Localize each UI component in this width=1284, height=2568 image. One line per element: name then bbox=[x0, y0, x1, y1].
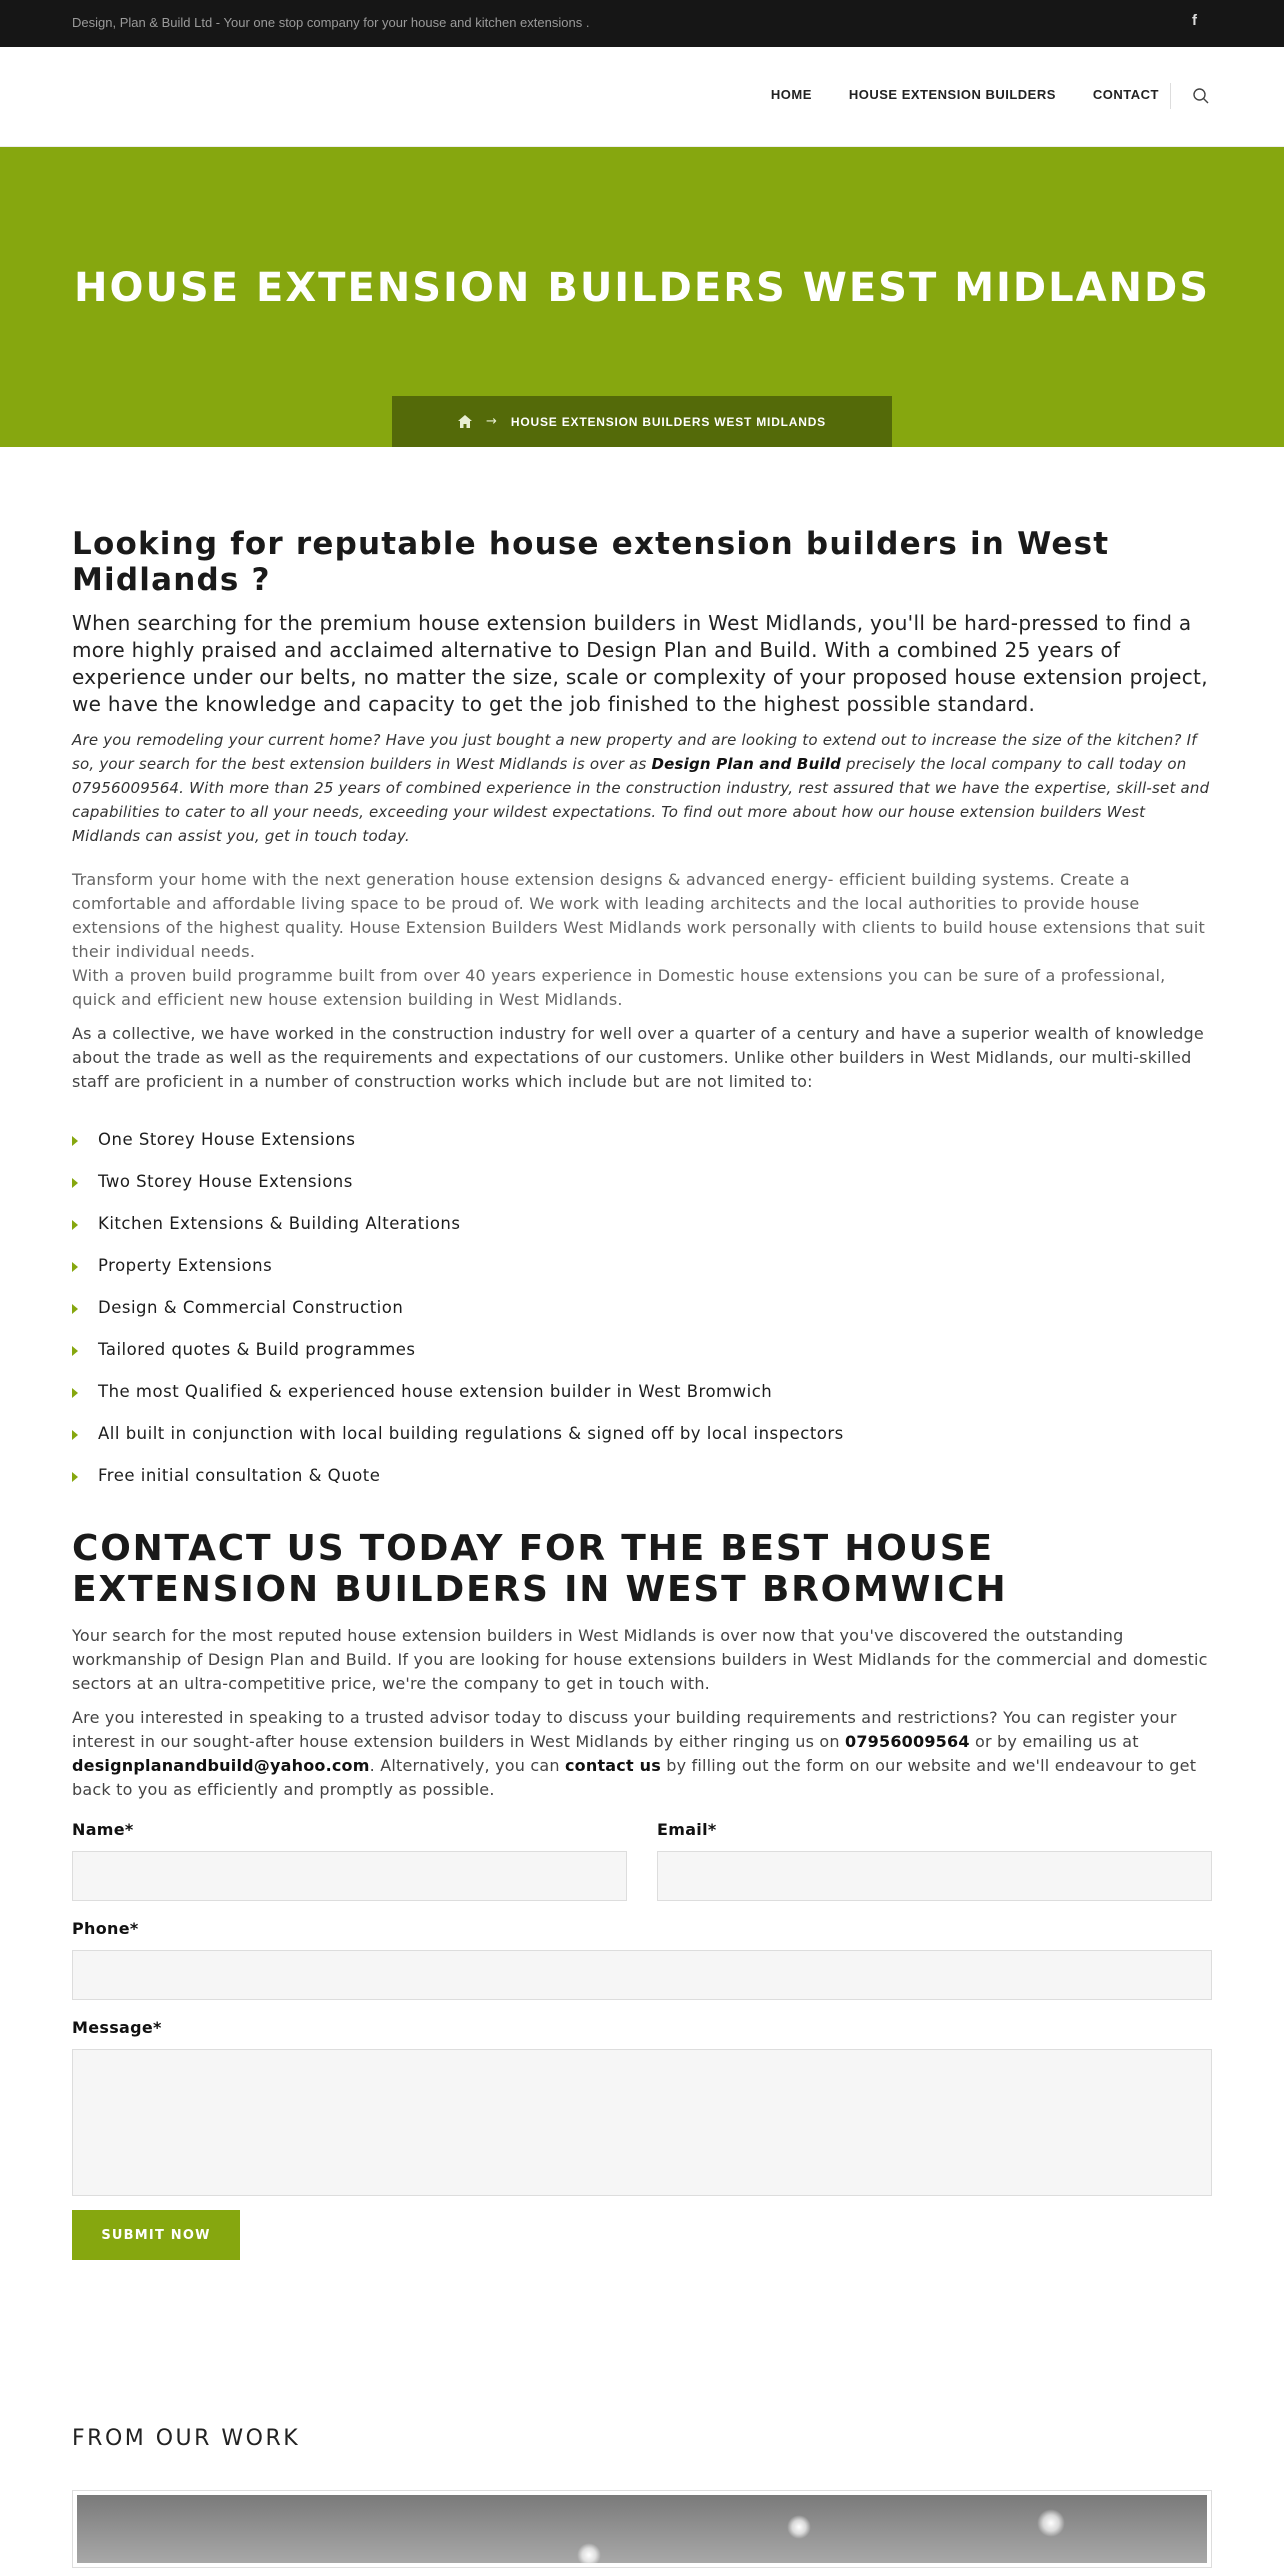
work-section-title: FROM OUR WORK bbox=[72, 2426, 301, 2451]
list-item: Kitchen Extensions & Building Alterations bbox=[72, 1214, 1212, 1256]
breadcrumb-current: HOUSE EXTENSION BUILDERS WEST MIDLANDS bbox=[510, 414, 826, 429]
hero-banner bbox=[0, 147, 1284, 447]
list-item: Two Storey House Extensions bbox=[72, 1172, 1212, 1214]
contact-heading: CONTACT US TODAY FOR THE BEST HOUSE EXTENSION BUILDERS IN WEST BROMWICH bbox=[72, 1528, 1008, 1610]
bullet-icon bbox=[72, 1178, 78, 1188]
bullet-icon bbox=[72, 1430, 78, 1440]
name-field[interactable] bbox=[72, 1851, 627, 1901]
ceiling-light bbox=[787, 2515, 811, 2539]
contact-paragraph-1: Your search for the most reputed house extension builders in West Midlands is over now that you've discovered the outstanding workmanship of Design Plan and Build. If you are looking for house extensions builders in West Midlands for the commercial and domestic sectors at an ultra-competitive price, we're the company to get in touch with. bbox=[72, 1626, 1208, 1693]
list-item: All built in conjunction with local building regulations & signed off by local inspectors bbox=[72, 1424, 1212, 1466]
nav-item-house-extension-builders[interactable]: HOUSE EXTENSION BUILDERS bbox=[848, 87, 1056, 102]
page-title: HOUSE EXTENSION BUILDERS WEST MIDLANDS bbox=[73, 265, 1211, 311]
phone-field[interactable] bbox=[72, 1950, 1212, 2000]
italic-paragraph: Are you remodeling your current home? Have you just bought a new property and are looking to extend out to increase the size of the kitchen? If so, your search for the best extension builders in West Midlands is over as Design Plan and Build precisely the local company to call today on 07956009564. With more than 25 years of combined experience in the construction industry, rest assured that we have the expertise, skill-set and capabilities to cater to all your needs, exceeding your wildest expectations. To find out more about how our house extension builders West Midlands can assist you, get in touch today. bbox=[72, 731, 1210, 845]
nav-item-home[interactable]: HOME bbox=[770, 87, 812, 102]
message-label: Message* bbox=[72, 2018, 162, 2037]
list-item: Property Extensions bbox=[72, 1256, 1212, 1298]
list-item: Tailored quotes & Build programmes bbox=[72, 1340, 1212, 1382]
paragraph-transform: Transform your home with the next generation house extension designs & advanced energy- efficient building systems. Create a comfortable and affordable living space to be proud of. We work with leading architects and the local authorities to provide house extensions of the highest quality. House Extension Builders West Midlands work personally with clients to build house extensions that suit their individual needs. bbox=[72, 870, 1205, 961]
section-heading: Looking for reputable house extension builders in West Midlands ? bbox=[72, 526, 1110, 598]
list-item: Design & Commercial Construction bbox=[72, 1298, 1212, 1340]
bullet-icon bbox=[72, 1472, 78, 1482]
company-name: Design Plan and Build bbox=[651, 755, 842, 773]
contact-link[interactable]: contact us bbox=[564, 1756, 661, 1775]
bullet-icon bbox=[72, 1388, 78, 1398]
bullet-icon bbox=[72, 1136, 78, 1146]
list-item: One Storey House Extensions bbox=[72, 1130, 1212, 1172]
main-content bbox=[72, 526, 1212, 1802]
bullet-icon bbox=[72, 1262, 78, 1272]
search-icon[interactable] bbox=[1192, 87, 1210, 105]
main-nav bbox=[771, 87, 1159, 102]
features-list bbox=[72, 1130, 1212, 1508]
list-item: The most Qualified & experienced house extension builder in West Bromwich bbox=[72, 1382, 1212, 1424]
work-card[interactable] bbox=[72, 2490, 1212, 2568]
phone-label: Phone* bbox=[72, 1919, 139, 1938]
contact-paragraph-2: Are you interested in speaking to a trusted advisor today to discuss your building requirements and restrictions? You can register your interest in our sought-after house extension builders in West Midlands by either ringing us on 07956009564 or by emailing us at designplanandbuild@yahoo.com. Alternatively, you can contact us by filling out the form on our website and we'll endeavour to get back to you as efficiently and promptly as possible. bbox=[72, 1708, 1197, 1799]
nav-item-contact[interactable]: CONTACT bbox=[1092, 87, 1159, 102]
bullet-icon bbox=[72, 1346, 78, 1356]
paragraph-build-programme: With a proven build programme built from over 40 years experience in Domestic house extensions you can be sure of a professional, quick and efficient new house extension building in West Midlands. bbox=[72, 966, 1166, 1009]
bullet-icon bbox=[72, 1220, 78, 1230]
phone-number[interactable]: 07956009564 bbox=[845, 1732, 970, 1751]
contact-form bbox=[72, 1820, 1212, 2260]
home-icon[interactable] bbox=[458, 415, 472, 428]
work-image bbox=[77, 2495, 1207, 2563]
site-header bbox=[0, 47, 1284, 147]
name-label: Name* bbox=[72, 1820, 134, 1839]
ceiling-light bbox=[1037, 2509, 1065, 2537]
facebook-icon[interactable]: f bbox=[1192, 12, 1197, 29]
bullet-icon bbox=[72, 1304, 78, 1314]
list-item: Free initial consultation & Quote bbox=[72, 1466, 1212, 1508]
lead-paragraph: When searching for the premium house extension builders in West Midlands, you'll be hard-pressed to find a more highly praised and acclaimed alternative to Design Plan and Build. With a combined 25 years of experience under our belts, no matter the size, scale or complexity of your proposed house extension project, we have the knowledge and capacity to get the job finished to the highest possible standard. bbox=[72, 611, 1208, 716]
paragraph-collective: As a collective, we have worked in the construction industry for well over a quarter of a century and have a superior wealth of knowledge about the trade as well as the requirements and expectations of our customers. Unlike other builders in West Midlands, our multi-skilled staff are proficient in a number of construction works which include but are not limited to: bbox=[72, 1024, 1204, 1091]
email-field[interactable] bbox=[657, 1851, 1212, 1901]
submit-button[interactable]: SUBMIT NOW bbox=[72, 2210, 240, 2260]
top-bar bbox=[0, 0, 1284, 47]
email-link[interactable]: designplanandbuild@yahoo.com bbox=[72, 1756, 370, 1775]
tagline: Design, Plan & Build Ltd - Your one stop company for your house and kitchen extensions . bbox=[72, 15, 590, 30]
breadcrumb-arrow: → bbox=[486, 414, 497, 429]
breadcrumb bbox=[392, 396, 892, 447]
email-label: Email* bbox=[657, 1820, 717, 1839]
ceiling-light bbox=[577, 2543, 601, 2563]
message-field[interactable] bbox=[72, 2049, 1212, 2196]
nav-divider bbox=[1170, 83, 1171, 109]
